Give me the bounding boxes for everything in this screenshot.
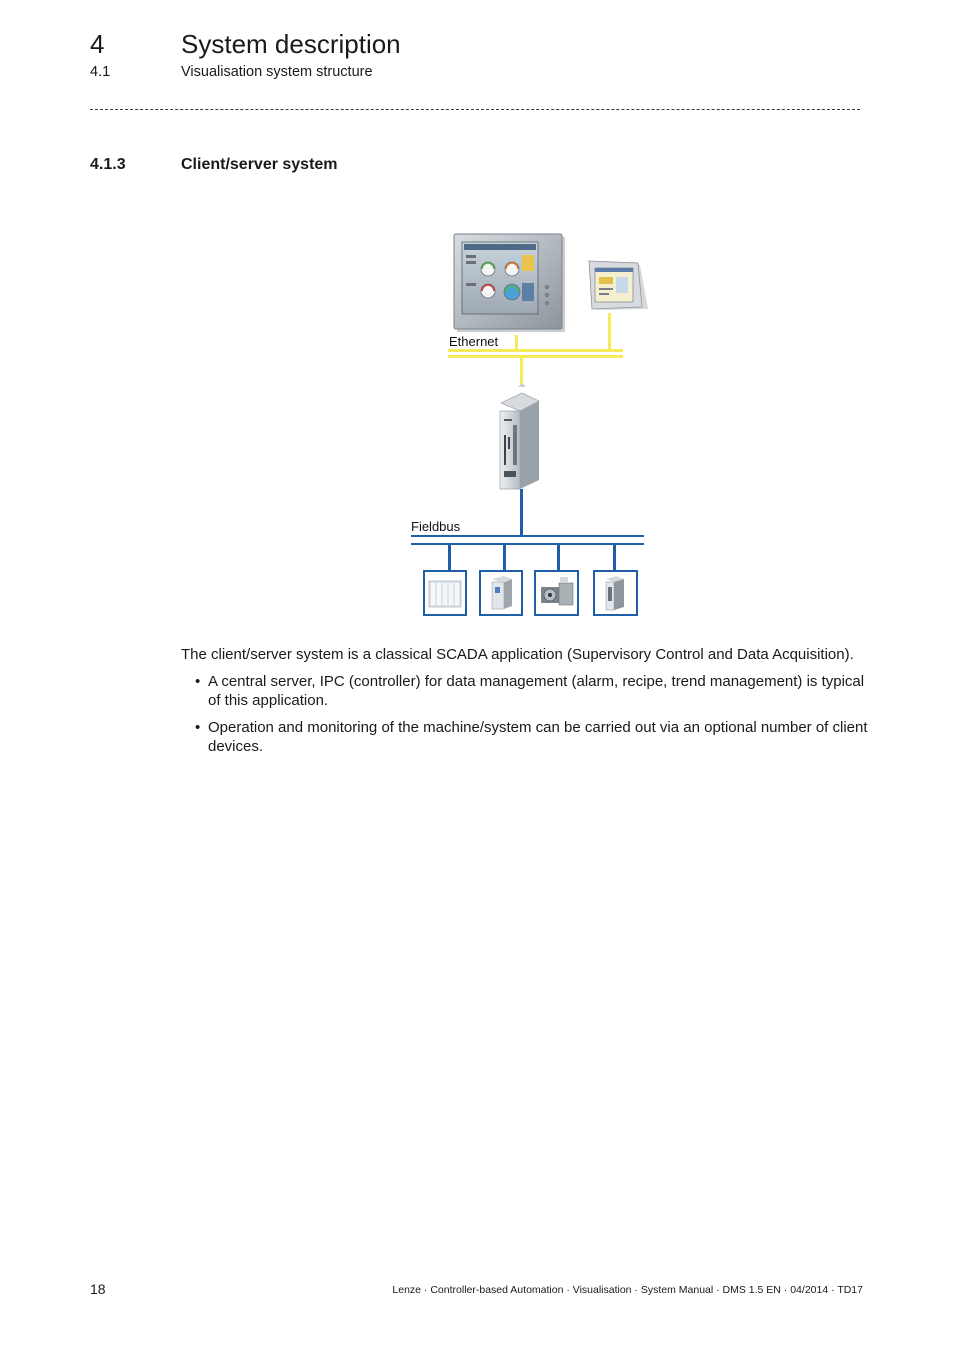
hmi-panel-icon: [454, 234, 565, 332]
page-number: 18: [90, 1281, 106, 1297]
ethernet-label: Ethernet: [449, 334, 499, 349]
list-item: [181, 718, 868, 757]
chapter-number: 4: [90, 29, 105, 59]
bullet-list: [181, 672, 881, 757]
intro-paragraph: The client/server system is a classical SCADA application (Supervisory Control and Data Acquisition).: [181, 646, 854, 663]
io-module-icon: [424, 571, 466, 615]
footer-doc-info: Lenze · Controller-based Automation · Visualisation · System Manual · DMS 1.5 EN · 04/2014 · TD17: [392, 1284, 863, 1296]
subsection-title: Client/server system: [181, 156, 338, 173]
client-panel-icon: [589, 261, 648, 310]
bullet-text: Operation and monitoring of the machine/system can be carried out via an optional number of client devices.: [208, 718, 868, 755]
chapter-title: System description: [181, 29, 401, 59]
section-title: Visualisation system structure: [181, 64, 373, 80]
ipc-controller-icon: [500, 383, 539, 489]
header-divider: [90, 109, 860, 110]
servo-module-icon: [594, 571, 637, 615]
section-number: 4.1: [90, 64, 111, 80]
bullet-text: A central server, IPC (controller) for data management (alarm, recipe, trend management) is typical of this application.: [208, 672, 865, 709]
fieldbus-label: Fieldbus: [411, 519, 461, 534]
subsection-number: 4.1.3: [90, 156, 126, 173]
geared-motor-icon: [535, 571, 578, 615]
body-text: [181, 645, 881, 764]
client-server-diagram: [400, 225, 660, 625]
drive-inverter-icon: [480, 571, 522, 615]
list-item: [181, 672, 868, 711]
bullet-dot: •: [195, 718, 201, 736]
bullet-dot: •: [195, 672, 201, 690]
